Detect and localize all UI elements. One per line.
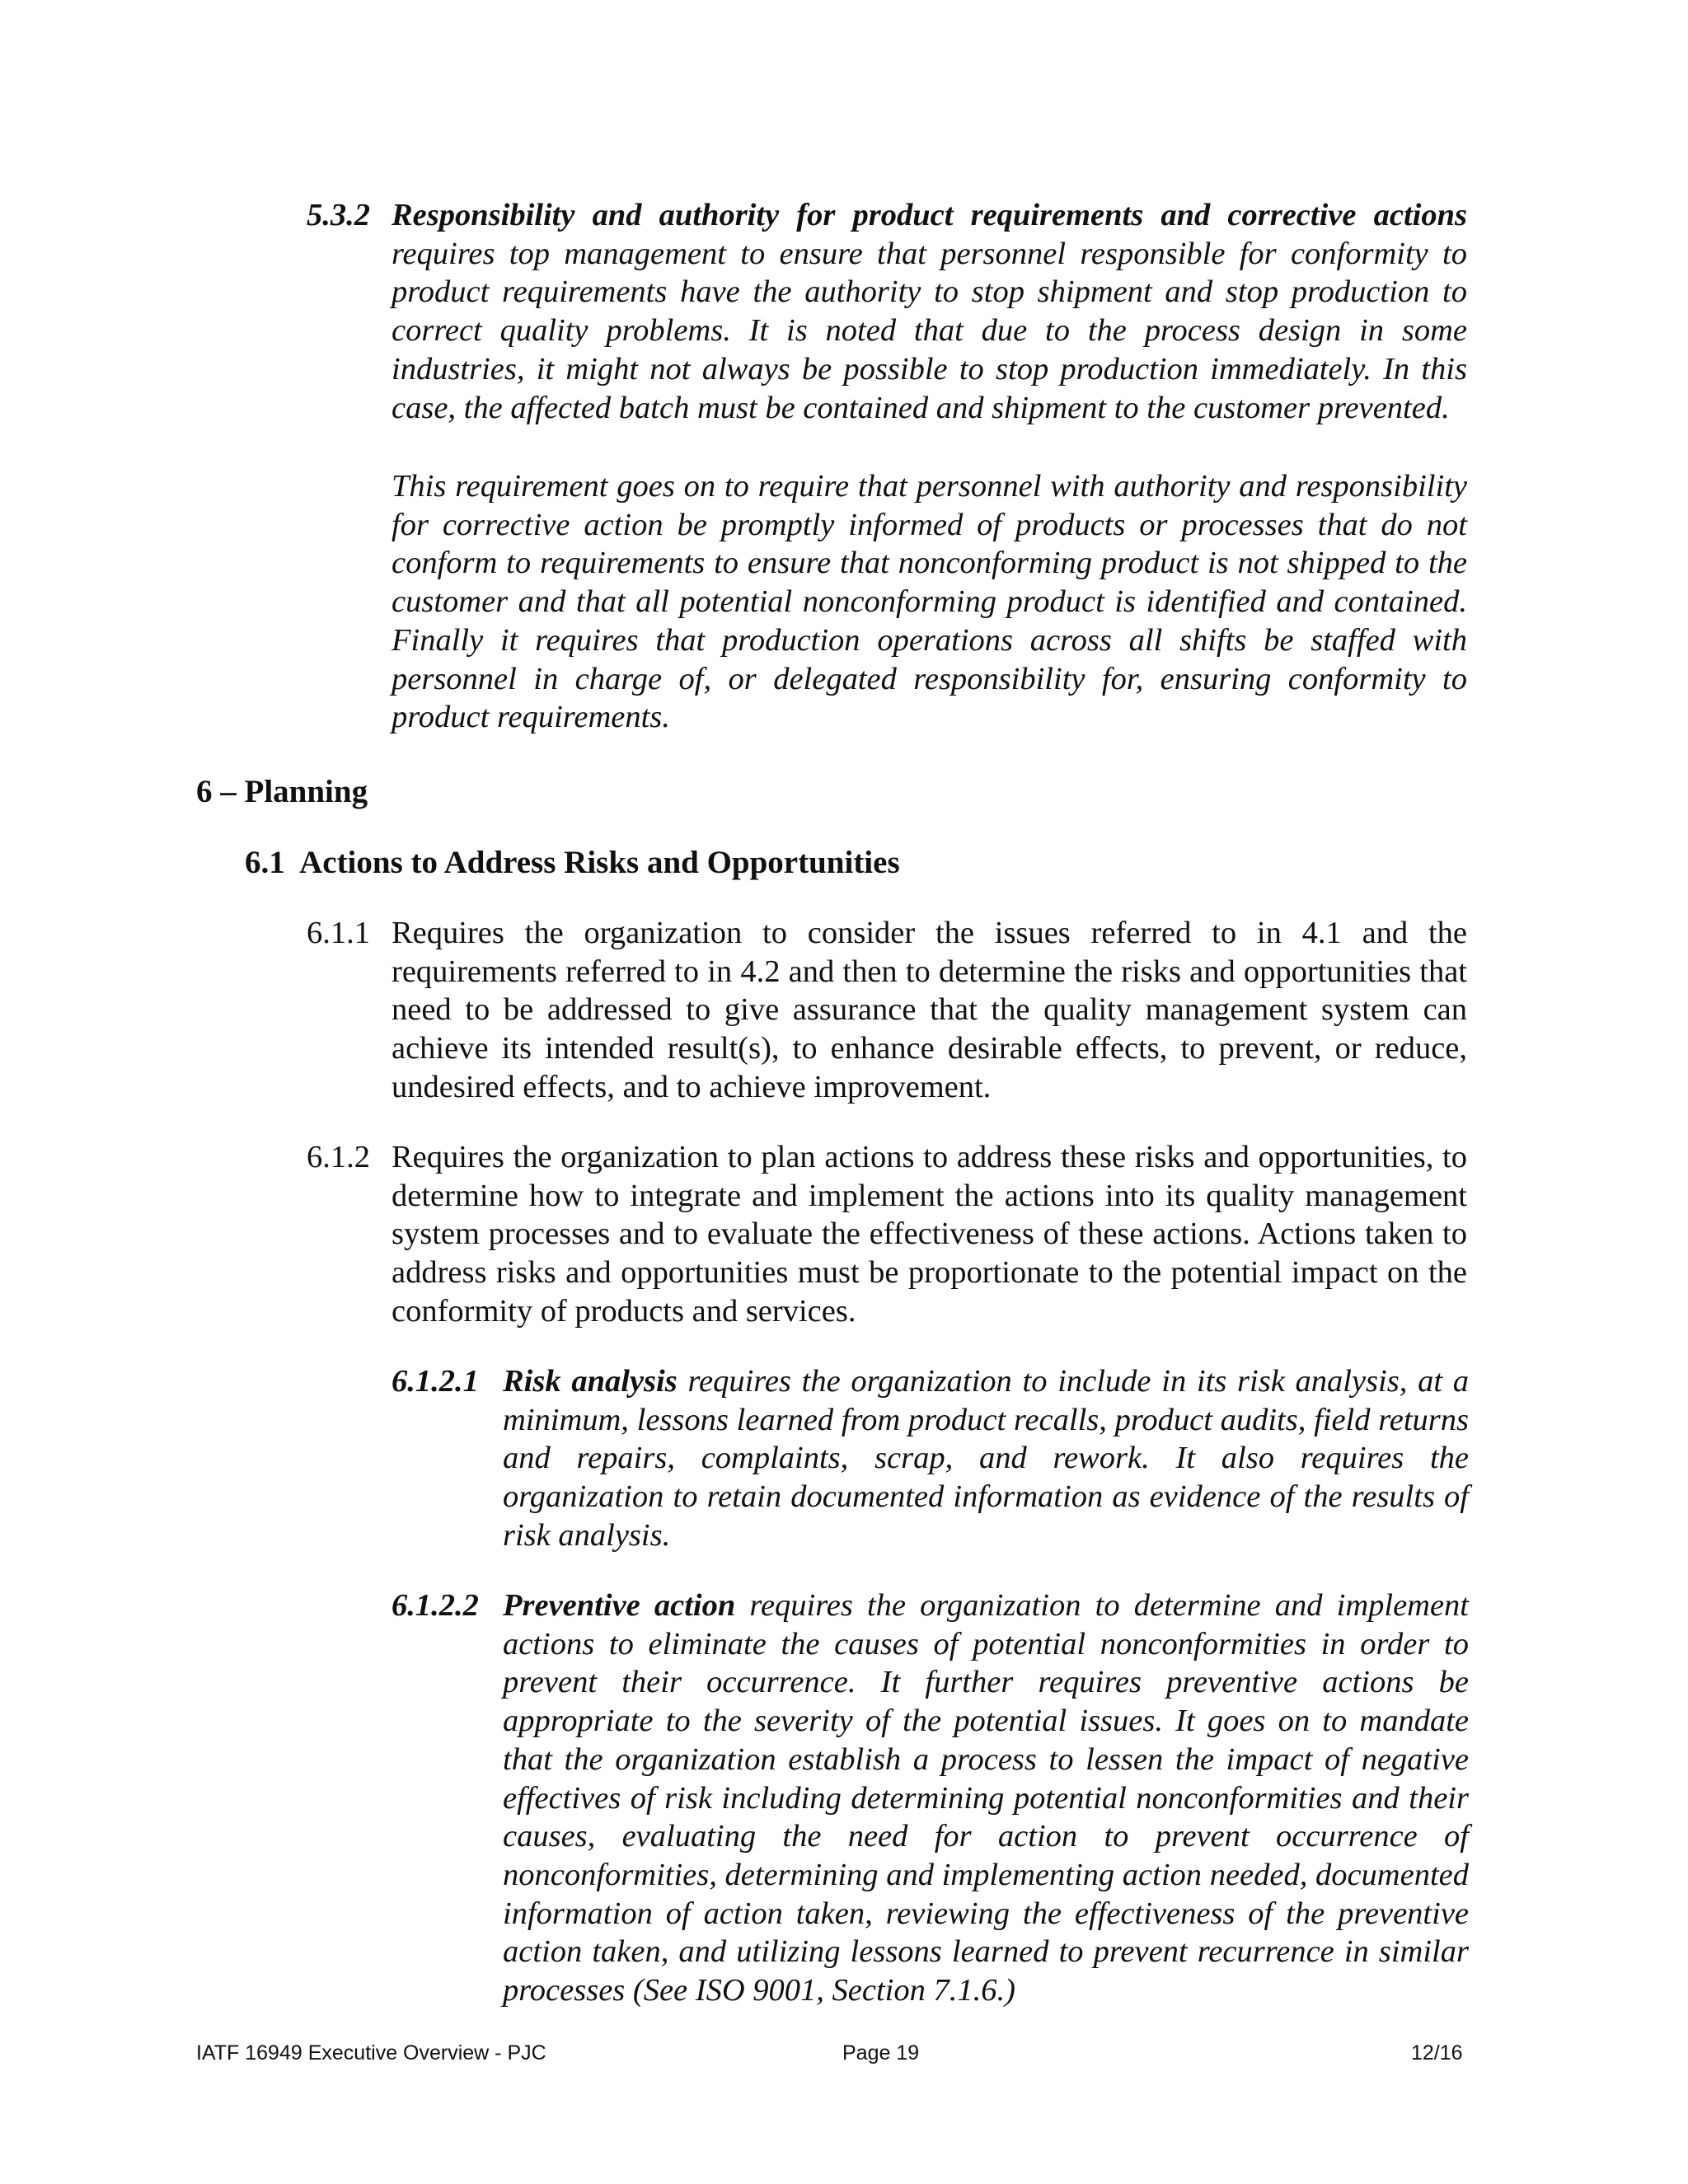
section-6121-number: 6.1.2.1 [392, 1364, 479, 1399]
section-532-paragraph-2: This requirement goes on to require that personnel with authority and responsibility for corrective action be promptly informed of products or processes that do not conform to requirements to ensure that nonconforming product is not shipped to the customer and that all potential nonconforming product is identified and contained. Finally it requires that production operations across all shifts be staffed with personnel in charge of, or delegated responsibility for, ensuring conformity to product requirements. [392, 469, 1467, 735]
chapter-6-heading: 6 – Planning [196, 774, 368, 809]
section-6121-paragraph [503, 1362, 1469, 1555]
section-6121-text: requires the organization to include in its risk analysis, at a minimum, lessons learned from product recalls, product audits, field returns and repairs, complaints, scrap, and rework. It also requires the organization to retain documented information as evidence of the results of risk analysis. [503, 1364, 1469, 1553]
section-611-number: 6.1.1 [307, 916, 370, 950]
section-612-number: 6.1.2 [307, 1140, 370, 1174]
footer-page-number: Page 19 [842, 2041, 920, 2064]
section-6122-title: Preventive action [503, 1588, 736, 1623]
section-61-heading: 6.1 Actions to Address Risks and Opportunities [245, 845, 900, 880]
section-532-number: 5.3.2 [307, 198, 370, 232]
section-611-text: Requires the organization to consider the issues referred to in 4.1 and the requirements referred to in 4.2 and then to determine the risks and opportunities that need to be addressed to give assurance that the quality management system can achieve its intended result(s), to enhance desirable effects, to prevent, or reduce, undesired effects, and to achieve improvement. [392, 916, 1467, 1104]
section-532-title: Responsibility and authority for product requirements and corrective actions [392, 198, 1467, 232]
section-6122-text: requires the organization to determine and implement actions to eliminate the causes of potential nonconformities in order to prevent their occurrence. It further requires preventive actions be appropriate to the severity of the potential issues. It goes on to mandate that the organization establish a process to lessen the impact of negative effectives of risk including determining potential nonconformities and their causes, evaluating the need for action to prevent occurrence of nonconformities, determining and implementing action needed, documented information of action taken, reviewing the effectiveness of the preventive action taken, and utilizing lessons learned to prevent recurrence in similar processes (See ISO 9001, Section 7.1.6.) [503, 1588, 1470, 2008]
section-612-text: Requires the organization to plan actions to address these risks and opportunities, to determine how to integrate and implement the actions into its quality management system processes and to evaluate the effectiveness of these actions. Actions taken to address risks and opportunities must be proportionate to the potential impact on the conformity of products and services. [392, 1140, 1467, 1329]
section-6122-paragraph [503, 1586, 1469, 2010]
footer-left: IATF 16949 Executive Overview - PJC [196, 2041, 546, 2064]
section-6122-number: 6.1.2.2 [392, 1588, 479, 1623]
footer-date: 12/16 [1411, 2041, 1463, 2064]
section-6121-title: Risk analysis [503, 1364, 678, 1399]
section-532-paragraph-1 [392, 196, 1467, 427]
section-532-text: requires top management to ensure that personnel responsible for conformity to product requirements have the authority to stop shipment and stop production to correct quality problems. It is noted that due to the process design in some industries, it might not always be possible to stop production immediately. In this case, the affected batch must be contained and shipment to the customer prevented. [392, 236, 1467, 425]
